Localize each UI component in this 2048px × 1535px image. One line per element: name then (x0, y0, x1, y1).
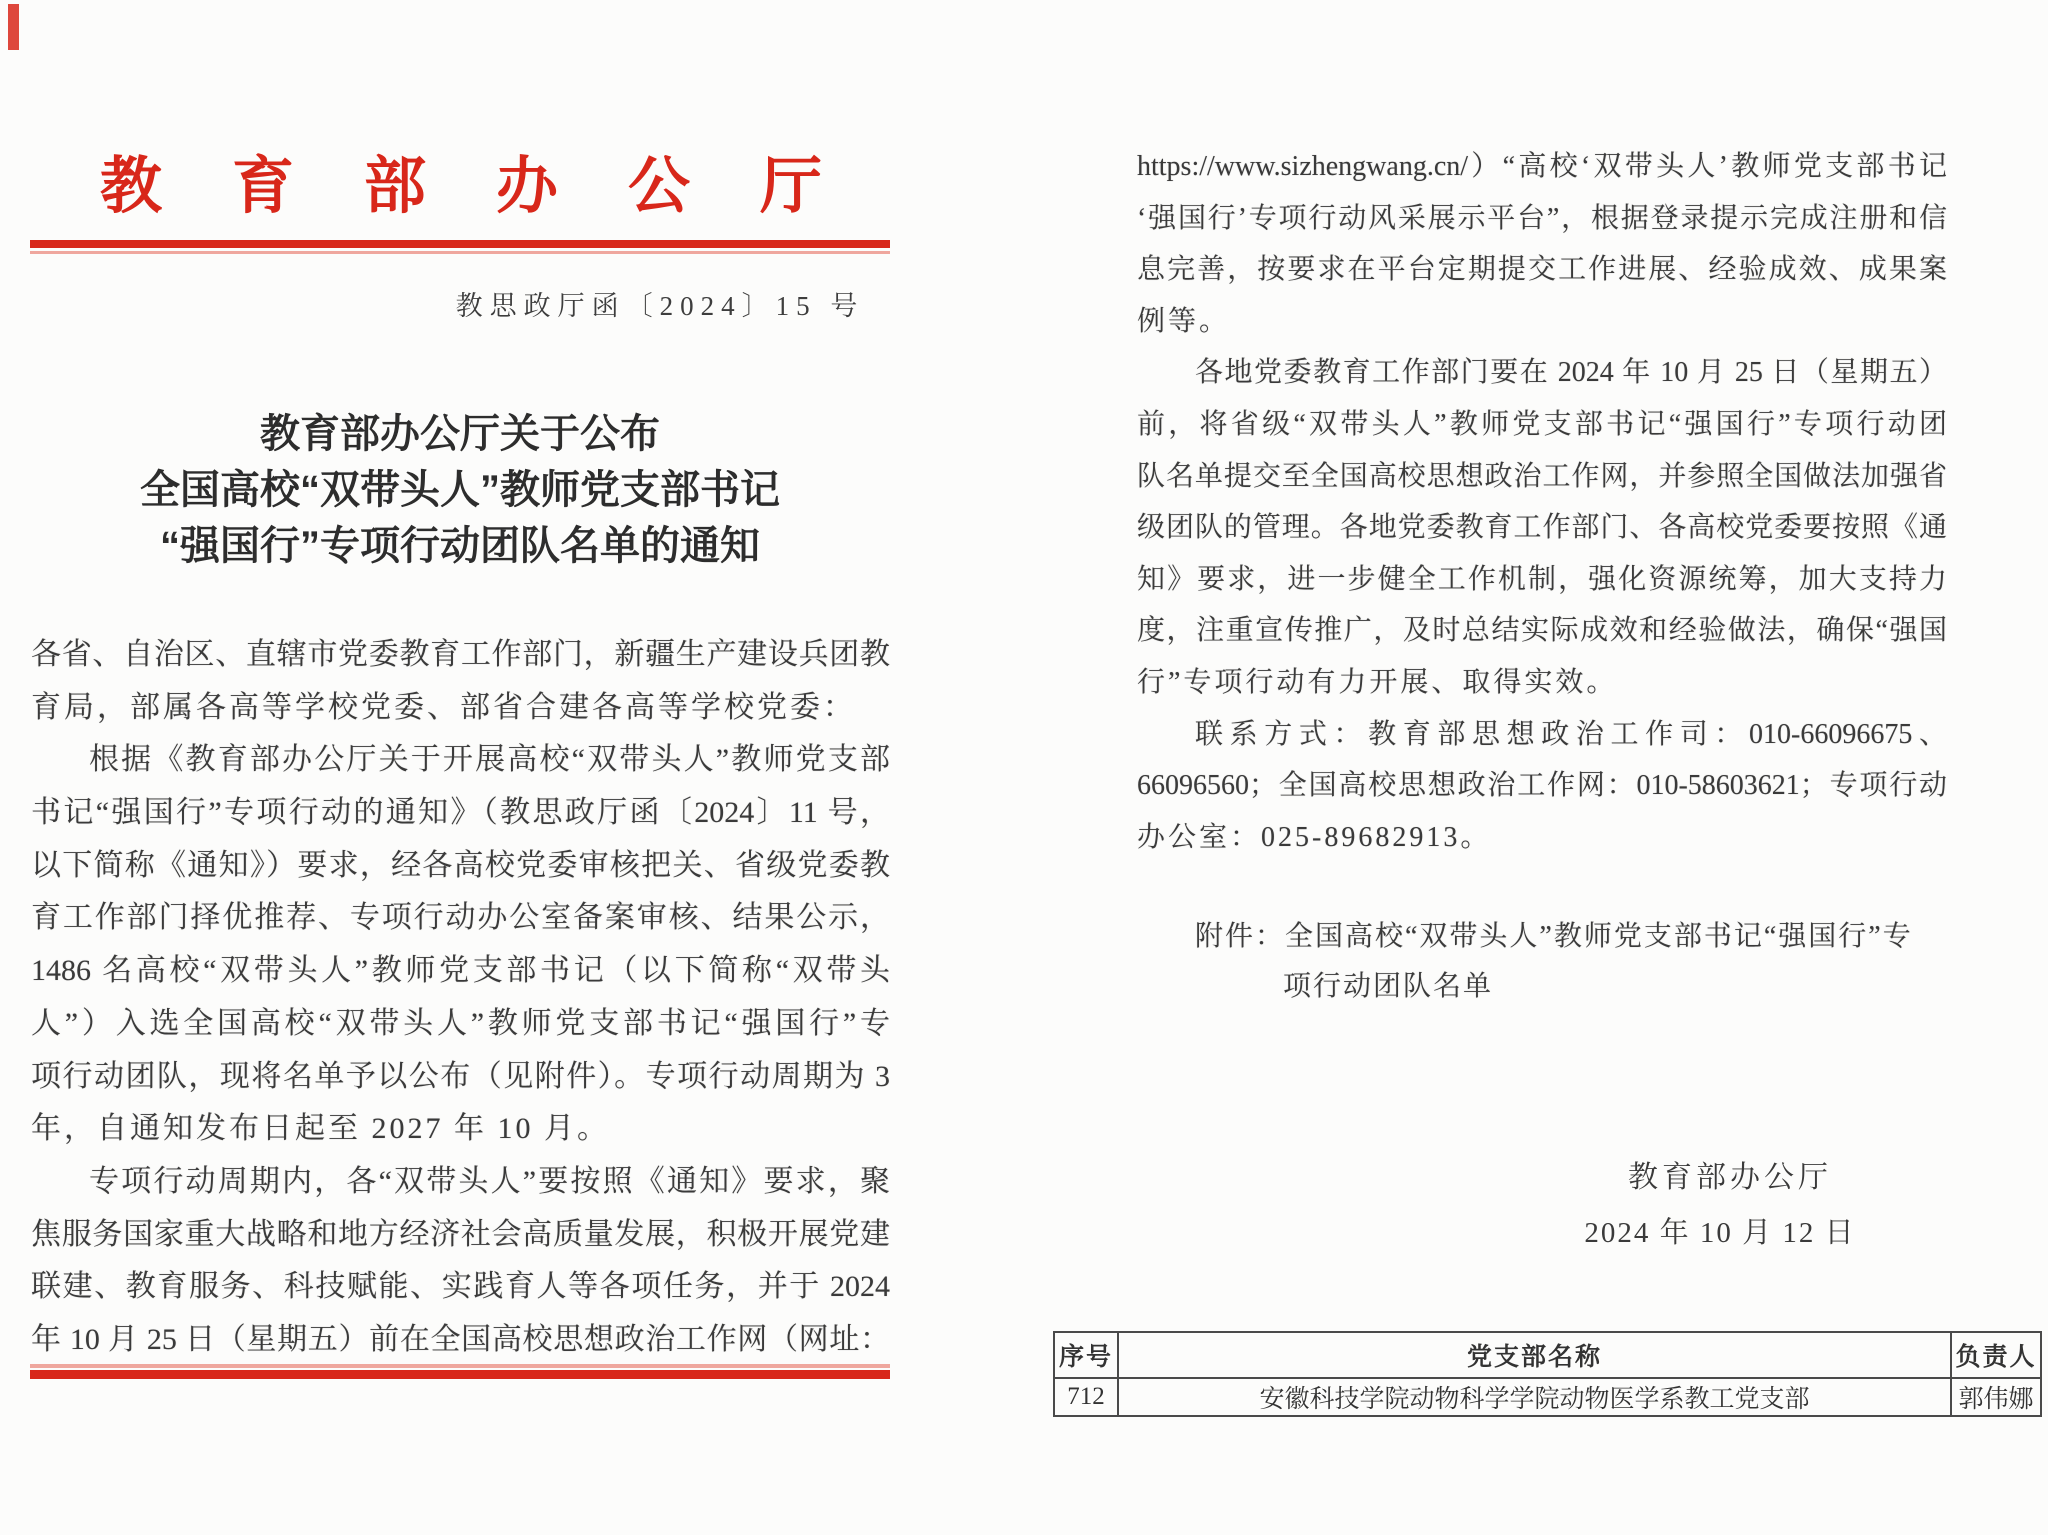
attachment-line: 附件：全国高校“双带头人”教师党支部书记“强国行”专 (1195, 921, 1913, 952)
body-line: 以下简称《通知》）要求，经各高校党委审核把关、省级党委教 (31, 848, 890, 882)
red-corner-mark (8, 4, 19, 50)
roster-header-row (1054, 1332, 2041, 1378)
body-line: 知》要求，进一步健全工作机制，强化资源统筹，加大支持力 (1137, 563, 1947, 595)
body-line: 级团队的管理。各地党委教育工作部门、各高校党委要按照《通 (1137, 512, 1947, 544)
body-line: 息完善，按要求在平台定期提交工作进展、经验成效、成果案 (1137, 254, 1947, 286)
body-line: 专项行动周期内，各“双带头人”要按照《通知》要求，聚 (89, 1164, 890, 1198)
body-line: 1486 名高校“双带头人”教师党支部书记（以下简称“双带头 (31, 954, 890, 988)
body-line: 根据《教育部办公厅关于开展高校“双带头人”教师党支部 (89, 743, 890, 777)
right-page-body (1137, 141, 1947, 863)
footer-divider (30, 1364, 890, 1379)
body-line: 各省、自治区、直辖市党委教育工作部门，新疆生产建设兵团教 (31, 638, 890, 671)
body-line: 办公室：025-89682913。 (1137, 821, 1492, 853)
body-line: 前，将省级“双带头人”教师党支部书记“强国行”专项行动团 (1137, 408, 1947, 440)
letterhead-title: 教育部办公厅 (100, 153, 893, 221)
body-line: 度，注重宣传推广，及时总结实际成效和经验做法，确保“强国 (1137, 615, 1947, 647)
left-page-body (31, 629, 890, 1367)
signature-organization: 教育部办公厅 (1628, 1161, 1832, 1194)
letterhead-divider (30, 240, 890, 254)
attachment-line: 项行动团队名单 (1283, 971, 1494, 1002)
body-line: 焦服务国家重大战略和地方经济社会高质量发展，积极开展党建 (31, 1217, 890, 1251)
body-line: 书记“强国行”专项行动的通知》（教思政厅函〔2024〕11 号， (31, 796, 890, 830)
body-line: 项行动团队，现将名单予以公布（见附件）。专项行动周期为 3 (31, 1059, 890, 1093)
body-line: 人”）入选全国高校“双带头人”教师党支部书记“强国行”专 (31, 1006, 890, 1040)
body-line: 联建、教育服务、科技赋能、实践育人等各项任务，并于 2024 (31, 1270, 890, 1304)
body-line: ‘强国行’专项行动风采展示平台”，根据登录提示完成注册和信 (1137, 202, 1947, 234)
divider-thick-line (30, 1370, 890, 1379)
signature-date: 2024 年 10 月 12 日 (1584, 1217, 1856, 1249)
roster-header-leader: 负责人 (1951, 1332, 2041, 1378)
notice-title (30, 406, 890, 574)
roster-data-row (1054, 1378, 2041, 1416)
doc-number: 教思政厅函〔2024〕15 号 (455, 291, 865, 321)
body-line: 年 10 月 25 日（星期五）前在全国高校思想政治工作网（网址： (31, 1322, 890, 1356)
body-line: 例等。 (1137, 305, 1231, 337)
notice-title-line: 全国高校“双带头人”教师党支部书记 (140, 468, 780, 512)
divider-thick-line (30, 240, 890, 248)
notice-title-line: “强国行”专项行动团队名单的通知 (160, 524, 760, 568)
body-line: 育局，部属各高等学校党委、部省合建各高等学校党委： (31, 690, 856, 724)
divider-thin-line (30, 251, 890, 254)
body-line: 66096560；全国高校思想政治工作网：010-58603621；专项行动 (1137, 770, 1947, 802)
roster-table (1053, 1331, 2042, 1417)
body-line: 联系方式：教育部思想政治工作司：010-66096675、 (1195, 718, 1947, 750)
body-line: 各地党委教育工作部门要在 2024 年 10 月 25 日（星期五） (1195, 357, 1947, 389)
body-line: 队名单提交至全国高校思想政治工作网，并参照全国做法加强省 (1137, 460, 1947, 492)
notice-title-line: 教育部办公厅关于公布 (260, 412, 660, 456)
roster-header-branch: 党支部名称 (1118, 1332, 1951, 1378)
body-line: 行”专项行动有力开展、取得实效。 (1137, 666, 1618, 698)
roster-cell-serial: 712 (1054, 1378, 1118, 1416)
body-line: https://www.sizhengwang.cn/）“高校‘双带头人’教师党支部书记 (1137, 151, 1947, 182)
roster-cell-leader: 郭伟娜 (1951, 1378, 2041, 1416)
attachment-note (1137, 912, 1957, 1012)
body-line: 育工作部门择优推荐、专项行动办公室备案审核、结果公示， (31, 901, 890, 935)
roster-cell-branch: 安徽科技学院动物科学学院动物医学系教工党支部 (1118, 1378, 1951, 1416)
roster-header-serial: 序号 (1054, 1332, 1118, 1378)
body-line: 年，自通知发布日起至 2027 年 10 月。 (31, 1112, 610, 1146)
